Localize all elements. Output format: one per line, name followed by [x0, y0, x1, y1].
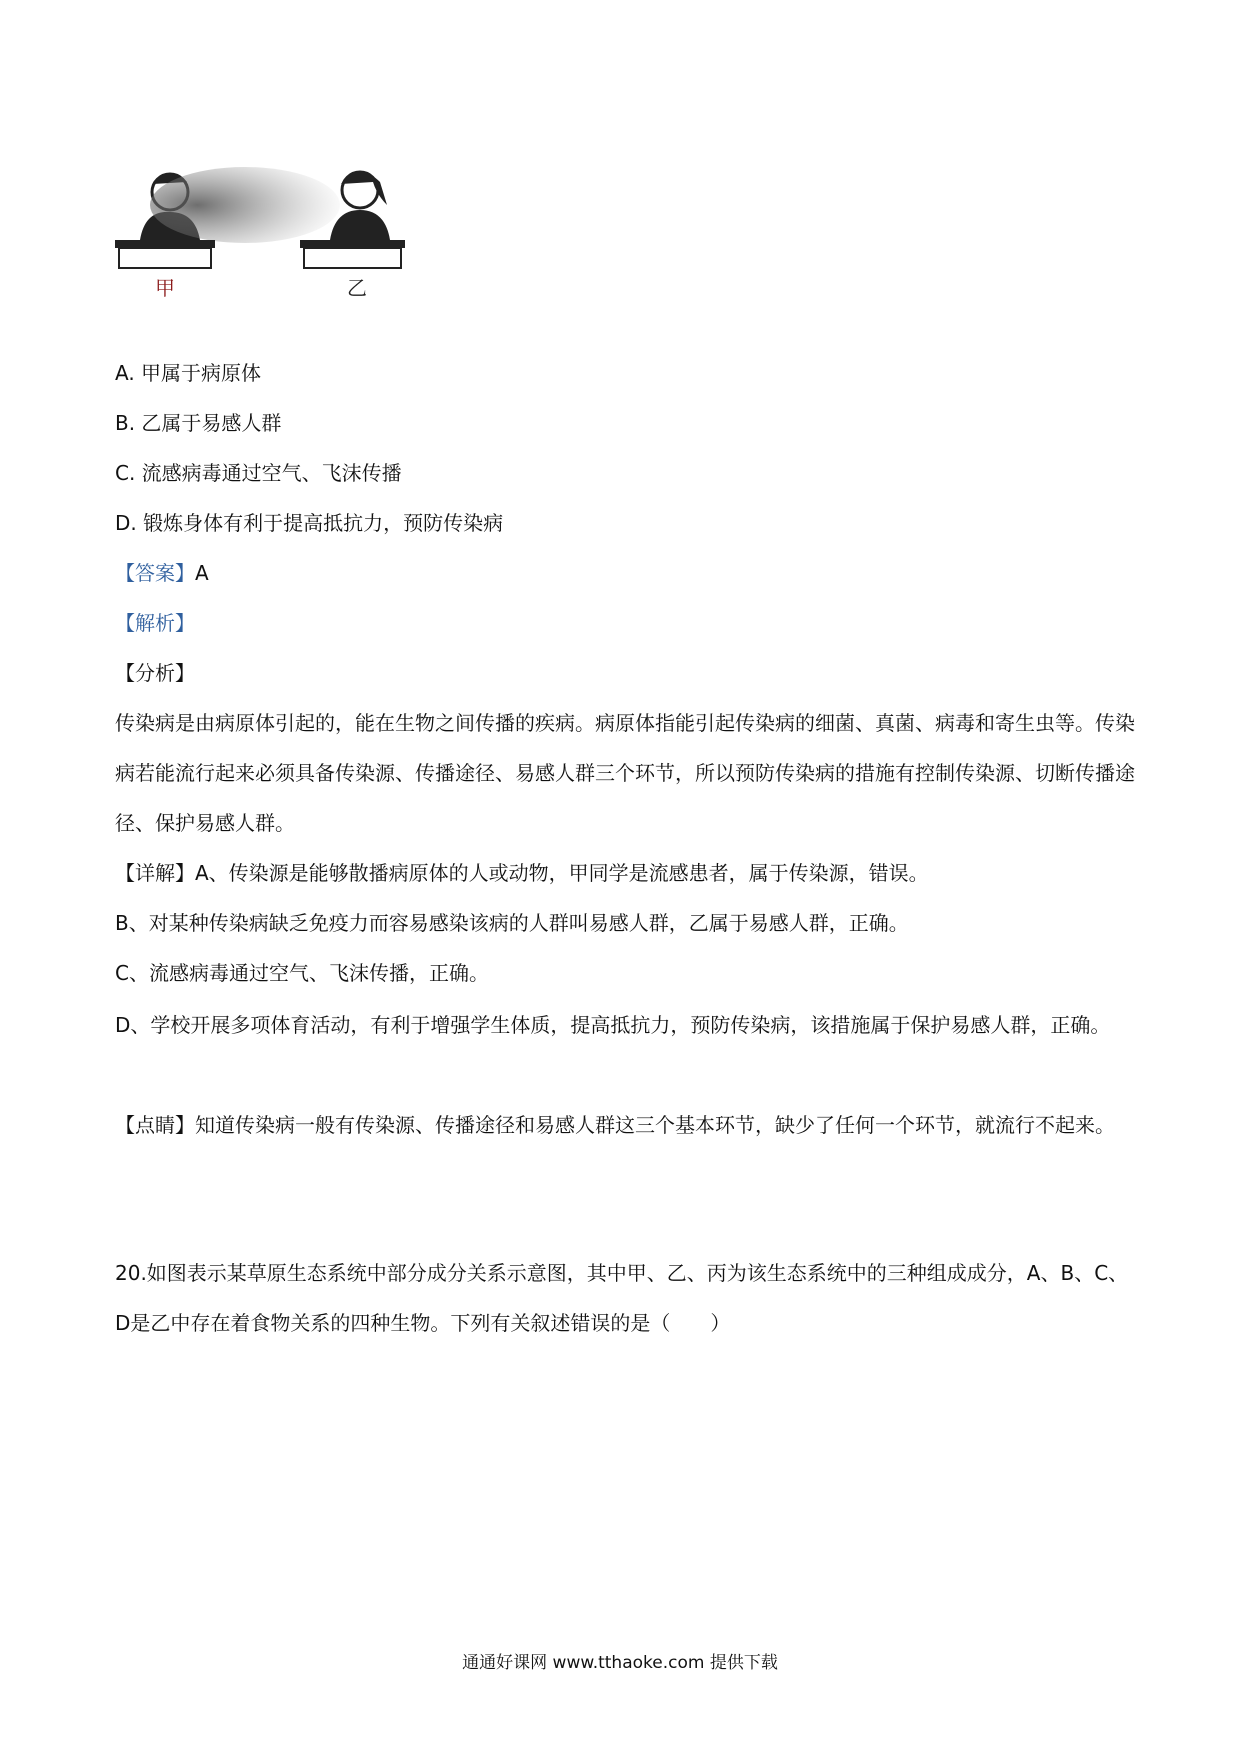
detail-c: C、流感病毒通过空气、飞沫传播，正确。: [115, 961, 489, 985]
page-footer: 通通好课网 www.tthaoke.com 提供下载: [462, 1653, 778, 1673]
option-b: B. 乙属于易感人群: [115, 411, 282, 435]
fenxi-text: 传染病是由病原体引起的，能在生物之间传播的疾病。病原体指能引起传染病的细菌、真菌、病毒和寄生虫等。传染病若能流行起来必须具备传染源、传播途径、易感人群三个环节，所以预防传染病的措施有控制传染源、切断传播途径、保护易感人群。: [115, 711, 1135, 835]
answer-tag: 【答案】: [115, 561, 195, 585]
question-20: 20.如图表示某草原生态系统中部分成分关系示意图，其中甲、乙、丙为该生态系统中的三种组成成分，A、B、C、D是乙中存在着食物关系的四种生物。下列有关叙述错误的是（ ）: [115, 1261, 1129, 1335]
coughing-students-illustration: [115, 160, 475, 335]
detail-d: D、学校开展多项体育活动，有利于增强学生体质，提高抵抗力，预防传染病，该措施属于保护易感人群，正确。: [115, 1013, 1111, 1037]
option-a: A. 甲属于病原体: [115, 361, 262, 385]
dianjing-tag: 【点睛】: [115, 1113, 195, 1137]
fenxi-tag: 【分析】: [115, 661, 195, 685]
detail-a-text: A、传染源是能够散播病原体的人或动物，甲同学是流感患者，属于传染源，错误。: [195, 861, 929, 885]
detail-b: B、对某种传染病缺乏免疫力而容易感染该病的人群叫易感人群，乙属于易感人群，正确。: [115, 911, 909, 935]
answer-value: A: [195, 561, 209, 585]
option-c: C. 流感病毒通过空气、飞沫传播: [115, 461, 402, 485]
dianjing: [115, 1100, 1135, 1150]
option-d: D. 锻炼身体有利于提高抵抗力，预防传染病: [115, 511, 504, 535]
jiexi-tag: 【解析】: [115, 611, 195, 635]
label-yi: 乙: [347, 276, 367, 300]
detail-tag: 【详解】: [115, 861, 195, 885]
label-jia: 甲: [155, 276, 175, 300]
answer-line: [115, 560, 209, 586]
illustration: [115, 160, 475, 335]
dianjing-text: 知道传染病一般有传染源、传播途径和易感人群这三个基本环节，缺少了任何一个环节，就流行不起来。: [195, 1113, 1115, 1137]
detail-a: [115, 860, 929, 886]
